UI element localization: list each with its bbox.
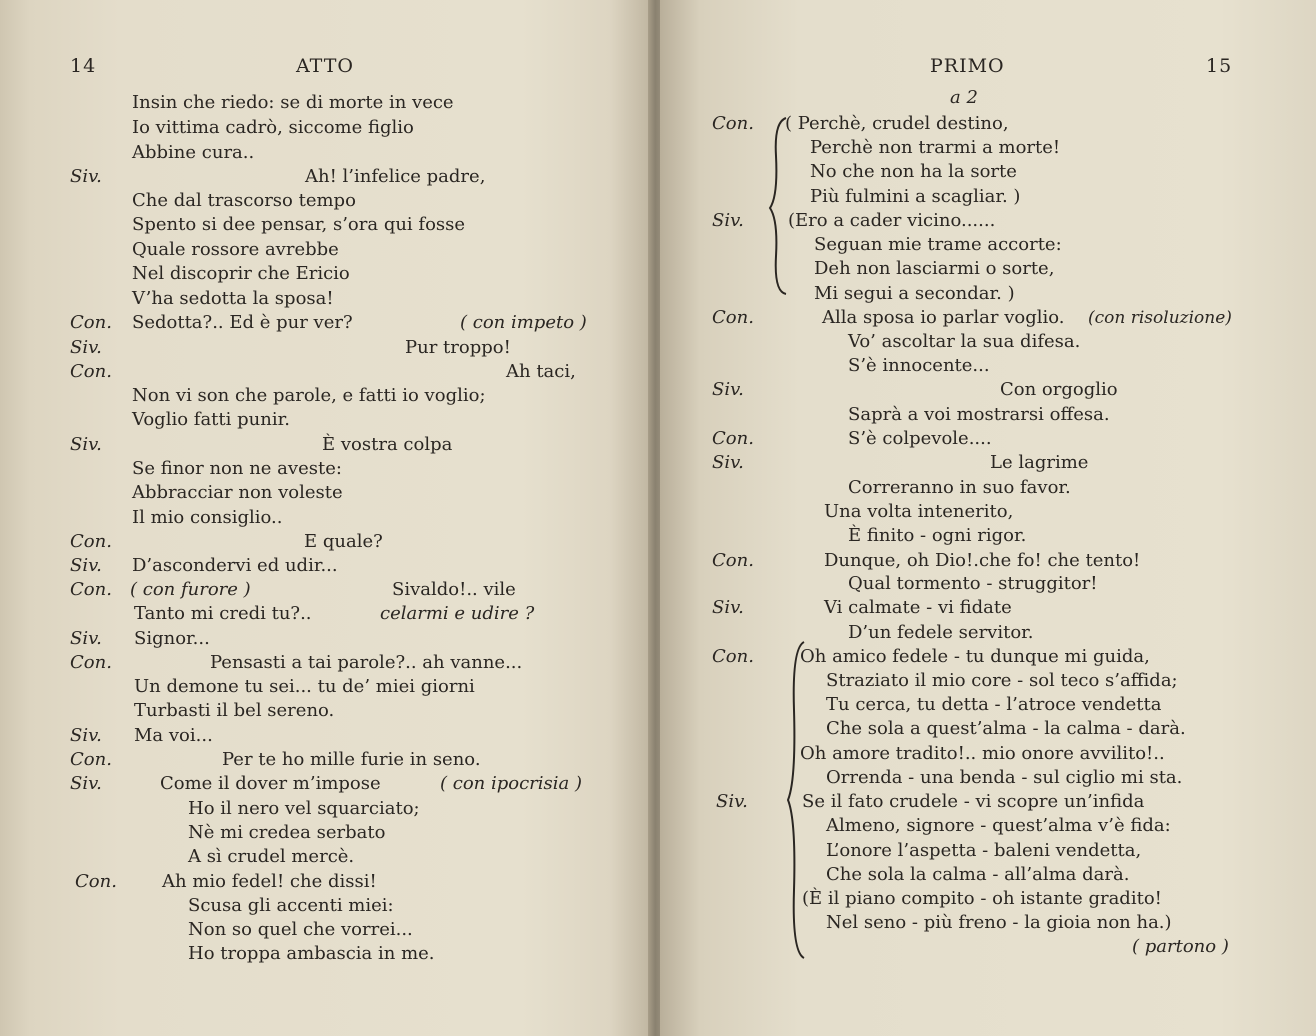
speaker-label: Siv. — [70, 555, 102, 576]
verse-line: Le lagrime — [990, 452, 1089, 473]
verse-line: Con orgoglio — [1000, 379, 1118, 400]
speaker-label: Con. — [712, 113, 754, 134]
verse-line: Una volta intenerito, — [824, 501, 1014, 522]
verse-line: Vo’ ascoltar la sua difesa. — [848, 331, 1081, 352]
verse-line: Nè mi credea serbato — [188, 822, 386, 843]
verse-line: Vi calmate - vi fidate — [824, 597, 1012, 618]
verse-line: È finito - ogni rigor. — [848, 525, 1027, 546]
speaker-label: Con. — [712, 550, 754, 571]
verse-line: Quale rossore avrebbe — [132, 239, 339, 260]
verse-line: Ho il nero vel squarciato; — [188, 798, 420, 819]
stage-direction: ( con furore ) — [130, 579, 251, 600]
verse-line: Turbasti il bel sereno. — [134, 700, 335, 721]
speaker-label: Con. — [70, 361, 112, 382]
verse-line: Sivaldo!.. vile — [392, 579, 516, 600]
stage-direction: ( con ipocrisia ) — [440, 773, 583, 794]
right-page — [660, 0, 1316, 1036]
verse-line: Ah! l’infelice padre, — [305, 166, 486, 187]
verse-line: Ma voi... — [134, 725, 213, 746]
verse-line: Tu cerca, tu detta - l’atroce vendetta — [826, 694, 1162, 715]
verse-line: (È il piano compito - oh istante gradito! — [802, 888, 1162, 909]
verse-line: L’onore l’aspetta - baleni vendetta, — [826, 840, 1142, 861]
stage-direction: ( partono ) — [1132, 936, 1229, 957]
brace-mark — [768, 116, 790, 296]
left-page — [0, 0, 652, 1036]
speaker-label: Con. — [712, 307, 754, 328]
verse-line: Pensasti a tai parole?.. ah vanne... — [210, 652, 523, 673]
speaker-label: Con. — [70, 531, 112, 552]
verse-line: Ho troppa ambascia in me. — [188, 943, 435, 964]
verse-line: Il mio consiglio.. — [132, 507, 283, 528]
stage-direction: (con risoluzione) — [1088, 308, 1232, 328]
speaker-label: Siv. — [70, 628, 102, 649]
speaker-label: Siv. — [70, 773, 102, 794]
verse-line: D’un fedele servitor. — [848, 622, 1034, 643]
verse-line: No che non ha la sorte — [810, 161, 1017, 182]
verse-line: Ah taci, — [506, 361, 576, 382]
verse-line: S’è innocente... — [848, 355, 990, 376]
verse-line: Oh amore tradito!.. mio onore avvilito!.. — [800, 743, 1165, 764]
verse-line: Che dal trascorso tempo — [132, 190, 356, 211]
speaker-label: Con. — [712, 428, 754, 449]
verse-line: ( Perchè, crudel destino, — [785, 113, 1009, 134]
verse-line: Almeno, signore - quest’alma v’è fida: — [826, 815, 1171, 836]
speaker-label: Siv. — [70, 434, 102, 455]
verse-line: È vostra colpa — [322, 434, 453, 455]
left-page-number: 14 — [70, 55, 97, 77]
verse-line: Abbine cura.. — [132, 142, 255, 163]
verse-line: Non so quel che vorrei... — [188, 919, 413, 940]
verse-line: Tanto mi credi tu?.. — [134, 603, 312, 624]
verse-line: Sedotta?.. Ed è pur ver? — [132, 312, 353, 333]
speaker-label: Siv. — [716, 791, 748, 812]
verse-line: S’è colpevole.... — [848, 428, 992, 449]
verse-line: Spento si dee pensar, s’ora qui fosse — [132, 214, 466, 235]
speaker-label: Siv. — [70, 166, 102, 187]
verse-line: Oh amico fedele - tu dunque mi guida, — [800, 646, 1150, 667]
verse-line: Che sola la calma - all’alma darà. — [826, 864, 1130, 885]
verse-line: E quale? — [304, 531, 383, 552]
verse-line: Abbracciar non voleste — [132, 482, 343, 503]
verse-line: Che sola a quest’alma - la calma - darà. — [826, 718, 1186, 739]
verse-line: Seguan mie trame accorte: — [814, 234, 1062, 255]
verse-line: A sì crudel mercè. — [188, 846, 355, 867]
speaker-label: Siv. — [712, 210, 744, 231]
verse-line: Non vi son che parole, e fatti io voglio; — [132, 385, 486, 406]
subhead: a 2 — [950, 87, 978, 108]
verse-line: Orrenda - una benda - sul ciglio mi sta. — [826, 767, 1183, 788]
verse-line: Più fulmini a scagliar. ) — [810, 186, 1021, 207]
speaker-label: Con. — [70, 652, 112, 673]
verse-line: V’ha sedotta la sposa! — [132, 288, 334, 309]
speaker-label: Con. — [712, 646, 754, 667]
speaker-label: Con. — [70, 579, 112, 600]
verse-line: Deh non lasciarmi o sorte, — [814, 258, 1055, 279]
verse-line: Mi segui a secondar. ) — [814, 283, 1015, 304]
verse-line: D’ascondervi ed udir... — [132, 555, 338, 576]
verse-line: Straziato il mio core - sol teco s’affida; — [826, 670, 1178, 691]
speaker-label: Siv. — [712, 452, 744, 473]
verse-line: Saprà a voi mostrarsi offesa. — [848, 404, 1110, 425]
speaker-label: Siv. — [712, 597, 744, 618]
right-running-head: PRIMO — [930, 55, 1005, 77]
verse-line: Signor... — [134, 628, 210, 649]
verse-line: Ah mio fedel! che dissi! — [162, 871, 377, 892]
verse-line: Scusa gli accenti miei: — [188, 895, 394, 916]
verse-line: (Ero a cader vicino...... — [788, 210, 996, 231]
speaker-label: Siv. — [70, 725, 102, 746]
verse-line: Se il fato crudele - vi scopre un’infida — [802, 791, 1145, 812]
stage-direction: ( con impeto ) — [460, 312, 587, 333]
verse-line: Perchè non trarmi a morte! — [810, 137, 1061, 158]
verse-line: Insin che riedo: se di morte in vece — [132, 92, 454, 113]
left-running-head: ATTO — [296, 55, 354, 77]
verse-line: Pur troppo! — [405, 337, 511, 358]
verse-line: Un demone tu sei... tu de’ miei giorni — [134, 676, 475, 697]
verse-line: Dunque, oh Dio!.che fo! che tento! — [824, 550, 1141, 571]
verse-line: Nel seno - più freno - la gioia non ha.) — [826, 912, 1172, 933]
verse-line: Qual tormento - struggitor! — [848, 573, 1098, 594]
verse-line: Nel discoprir che Ericio — [132, 263, 350, 284]
verse-line: Alla sposa io parlar voglio. — [822, 307, 1065, 328]
speaker-label: Siv. — [70, 337, 102, 358]
speaker-label: Con. — [75, 871, 117, 892]
right-page-number: 15 — [1206, 55, 1233, 77]
speaker-label: Siv. — [712, 379, 744, 400]
verse-line: Correranno in suo favor. — [848, 477, 1071, 498]
verse-line: Come il dover m’impose — [160, 773, 381, 794]
verse-line: Voglio fatti punir. — [132, 409, 290, 430]
speaker-label: Con. — [70, 749, 112, 770]
speaker-label: Con. — [70, 312, 112, 333]
emphasized-text: celarmi e udire ? — [380, 603, 535, 624]
verse-line: Per te ho mille furie in seno. — [222, 749, 481, 770]
verse-line: Se finor non ne aveste: — [132, 458, 342, 479]
verse-line: Io vittima cadrò, siccome figlio — [132, 117, 414, 138]
